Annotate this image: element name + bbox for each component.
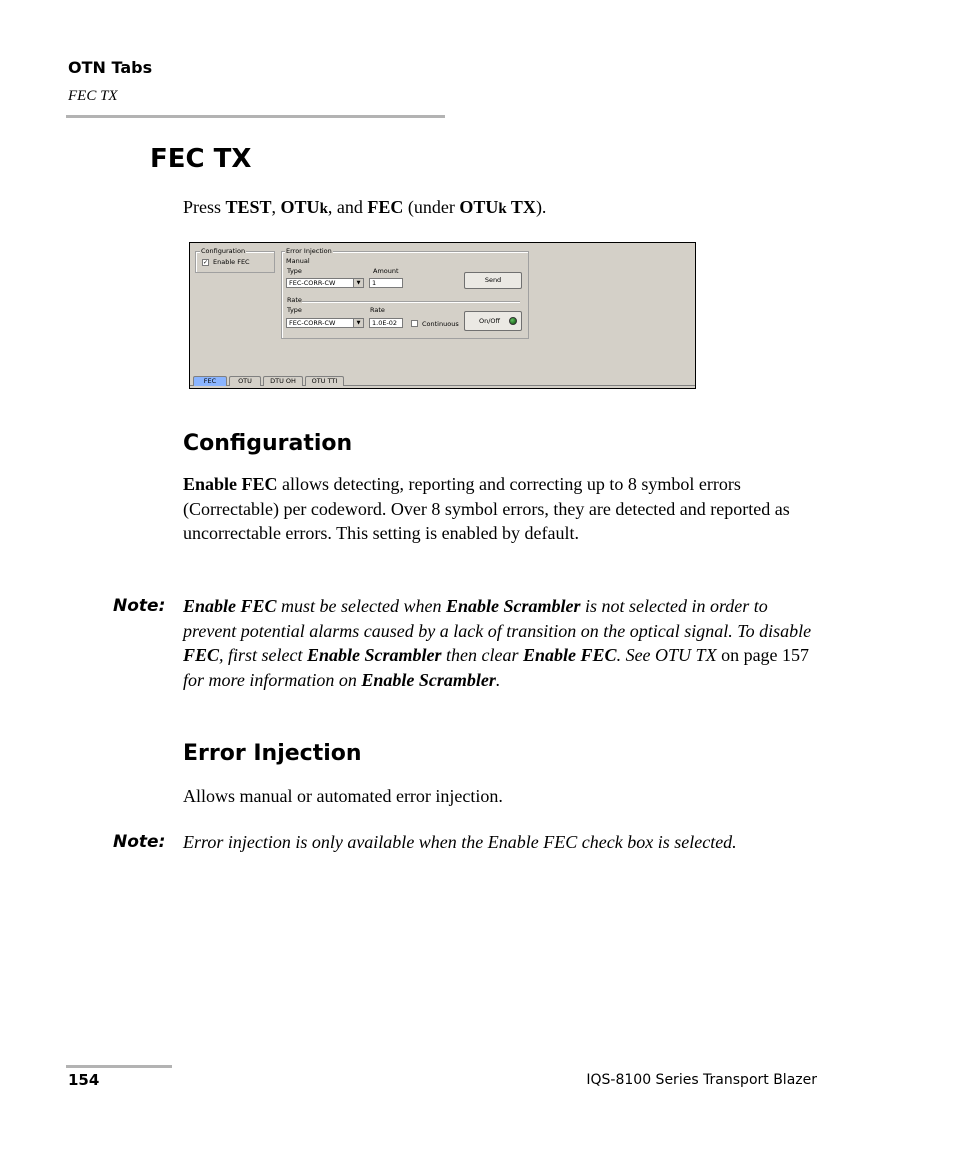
tab-otu-tti[interactable]: OTU TTI <box>305 376 344 386</box>
manual-group-label: Manual <box>286 257 310 265</box>
amount-label: Amount <box>373 267 399 275</box>
manual-type-dropdown[interactable]: FEC-CORR-CW ▼ <box>286 278 364 288</box>
tab-dtu-oh[interactable]: DTU OH <box>263 376 303 386</box>
product-name: IQS-8100 Series Transport Blazer <box>586 1072 817 1088</box>
header-rule <box>66 115 445 118</box>
running-header-section: OTN Tabs <box>68 58 153 77</box>
error-injection-paragraph: Allows manual or automated error injection. <box>183 786 503 806</box>
note-scrambler: Enable FEC must be selected when Enable Scrambler is not selected in order to prevent potential alarms caused by a lack of transition on the optical signal. To disable FEC, first select Enable Scrambler then clear Enable FEC. See OTU TX on page 157 for more information on Enable Scrambler. <box>183 596 812 690</box>
rate-label: Rate <box>370 306 385 314</box>
rate-type-label: Type <box>287 306 302 314</box>
note-label: Note: <box>113 832 166 852</box>
send-button[interactable]: Send <box>464 272 522 289</box>
page-title: FEC TX <box>150 144 252 174</box>
enable-fec-label: Enable FEC <box>213 258 250 266</box>
rate-group-label: Rate <box>287 296 302 304</box>
rate-input[interactable]: 1.0E-02 <box>369 318 403 328</box>
configuration-heading: Configuration <box>183 431 353 456</box>
rate-type-dropdown[interactable]: FEC-CORR-CW ▼ <box>286 318 364 328</box>
enable-fec-checkbox[interactable]: ✓ <box>203 259 209 266</box>
manual-type-label: Type <box>287 267 302 275</box>
note-error-injection: Error injection is only available when the Enable FEC check box is selected. <box>183 832 737 852</box>
intro-paragraph: Press TEST, OTUk, and FEC (under OTUk TX). <box>183 197 547 217</box>
continuous-checkbox[interactable] <box>411 320 418 327</box>
error-injection-heading: Error Injection <box>183 741 362 766</box>
fec-tx-screenshot <box>189 242 696 389</box>
amount-input[interactable]: 1 <box>369 278 403 288</box>
footer-rule <box>66 1065 172 1068</box>
page-number: 154 <box>68 1071 100 1089</box>
configuration-group-label: Configuration <box>201 247 246 255</box>
tab-fec[interactable]: FEC <box>193 376 227 386</box>
status-led-icon <box>509 317 517 325</box>
tab-otu[interactable]: OTU <box>229 376 261 386</box>
rate-separator <box>302 301 520 303</box>
onoff-button[interactable]: On/Off <box>464 311 522 331</box>
otu-tx-link[interactable]: OTU TX <box>655 645 717 665</box>
chevron-down-icon[interactable]: ▼ <box>353 279 363 287</box>
configuration-paragraph: Enable FEC allows detecting, reporting and correcting up to 8 symbol errors (Correctable) per codeword. Over 8 symbol errors, they are detected and reported as uncorrectable errors. This setting is enabled by default. <box>183 474 790 543</box>
note-label: Note: <box>113 596 166 616</box>
chevron-down-icon[interactable]: ▼ <box>353 319 363 327</box>
error-injection-group-label: Error Injection <box>286 247 332 255</box>
running-header-subsection: FEC TX <box>68 88 118 104</box>
continuous-label: Continuous <box>422 320 459 328</box>
